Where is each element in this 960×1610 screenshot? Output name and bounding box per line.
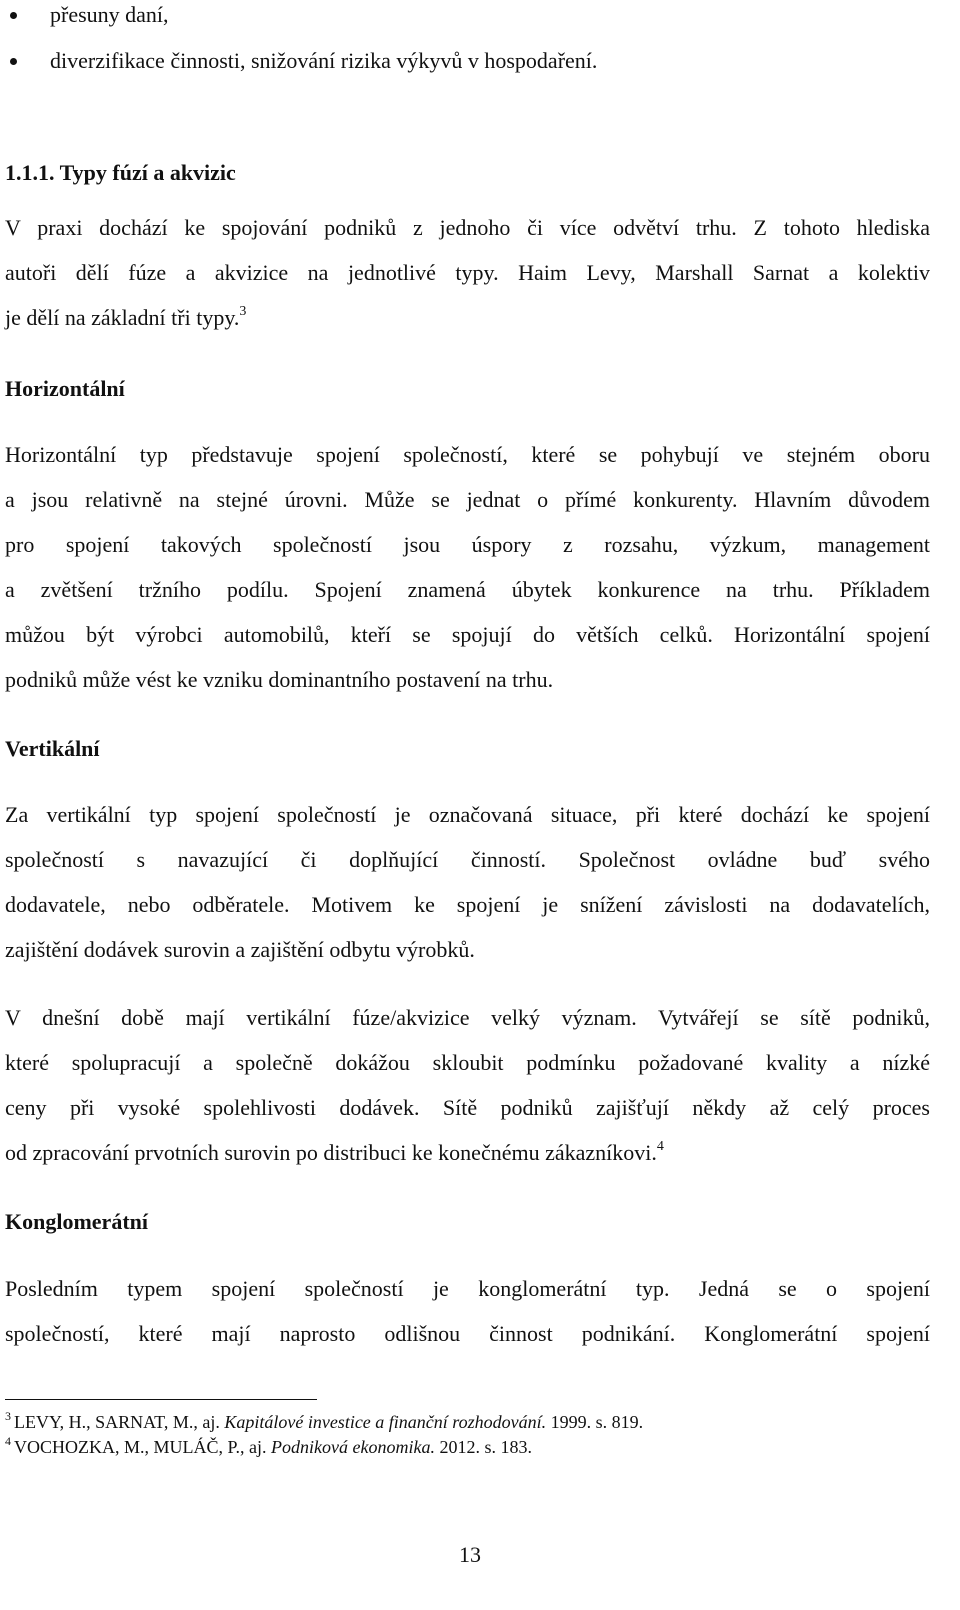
bullet-list: [0, 0, 960, 92]
footnote-number: 4: [5, 1434, 11, 1448]
subheading-conglomerate: Konglomerátní: [5, 1209, 148, 1234]
vertical-paragraph-1: [5, 792, 930, 972]
paragraph-line: [5, 1130, 930, 1175]
bullet-text: diverzifikace činnosti, snižování rizika výkyvů v hospodaření.: [50, 48, 598, 73]
footnote-details: 1999. s. 819.: [550, 1412, 644, 1432]
paragraph-line: Posledním typem spojení společností je konglomerátní typ. Jedná se o spojení: [5, 1276, 930, 1301]
paragraph-line: pro spojení takových společností jsou úspory z rozsahu, výzkum, management: [5, 532, 930, 557]
paragraph-line: V dnešní době mají vertikální fúze/akvizice velký význam. Vytvářejí se sítě podniků,: [5, 1005, 930, 1030]
paragraph-line: autoři dělí fúze a akvizice na jednotlivé typy. Haim Levy, Marshall Sarnat a kolektiv: [5, 260, 930, 285]
paragraph-line: ceny při vysoké spolehlivosti dodávek. Sítě podniků zajišťují někdy až celý proces: [5, 1095, 930, 1120]
footnote-authors: VOCHOZKA, M., MULÁČ, P., aj.: [14, 1437, 267, 1457]
paragraph-line: a zvětšení tržního podílu. Spojení znamená úbytek konkurence na trhu. Příkladem: [5, 577, 930, 602]
list-item: [0, 46, 960, 92]
footnote-details: 2012. s. 183.: [439, 1437, 532, 1457]
intro-paragraph: [5, 205, 930, 340]
footnote-divider: [5, 1399, 317, 1400]
footnote-title: Podniková ekonomika.: [271, 1437, 435, 1457]
footnote-item: [5, 1435, 930, 1460]
paragraph-line-text: od zpracování prvotních surovin po distribuci ke konečnému zákazníkovi.: [5, 1140, 657, 1165]
paragraph-line: Za vertikální typ spojení společností je označovaná situace, při které dochází ke spojení: [5, 802, 930, 827]
footnote-item: [5, 1410, 930, 1435]
footnote-ref: 3: [239, 304, 247, 319]
paragraph-line: můžou být výrobci automobilů, kteří se spojují do větších celků. Horizontální spojení: [5, 622, 930, 647]
paragraph-line: dodavatele, nebo odběratele. Motivem ke spojení je snížení závislosti na dodavatelích,: [5, 892, 930, 917]
paragraph-line: [5, 295, 930, 340]
footnote-authors: LEVY, H., SARNAT, M., aj.: [14, 1412, 220, 1432]
bullet-text: přesuny daní,: [50, 2, 169, 27]
paragraph-line: zajištění dodávek surovin a zajištění odbytu výrobků.: [5, 937, 475, 962]
footnotes: [5, 1410, 930, 1460]
subheading-vertical: Vertikální: [5, 736, 100, 761]
footnote-ref: 4: [656, 1139, 664, 1154]
paragraph-line: které spolupracují a společně dokážou skloubit podmínku požadované kvality a nízké: [5, 1050, 930, 1075]
paragraph-line: podniků může vést ke vzniku dominantního postavení na trhu.: [5, 667, 554, 692]
page-number: 13: [459, 1542, 481, 1567]
paragraph-line: společností s navazující či doplňující činností. Společnost ovládne buď svého: [5, 847, 930, 872]
paragraph-line: a jsou relativně na stejné úrovni. Může se jednat o přímé konkurenty. Hlavním důvodem: [5, 487, 930, 512]
subheading-horizontal: Horizontální: [5, 376, 125, 401]
paragraph-line: Horizontální typ představuje spojení společností, které se pohybují ve stejném oboru: [5, 442, 930, 467]
conglomerate-paragraph: [5, 1266, 930, 1356]
horizontal-paragraph: [5, 432, 930, 702]
section-heading: 1.1.1. Typy fúzí a akvizic: [5, 160, 236, 185]
bullet-icon: [10, 12, 17, 19]
list-item: [0, 0, 960, 46]
paragraph-line: V praxi dochází ke spojování podniků z jednoho či více odvětví trhu. Z tohoto hlediska: [5, 215, 930, 240]
footnote-title: Kapitálové investice a finanční rozhodování.: [224, 1412, 547, 1432]
bullet-icon: [10, 58, 17, 65]
footnote-number: 3: [5, 1409, 11, 1423]
paragraph-line: společností, které mají naprosto odlišnou činnost podnikání. Konglomerátní spojení: [5, 1321, 930, 1346]
paragraph-line-text: je dělí na základní tři typy.: [5, 305, 240, 330]
vertical-paragraph-2: [5, 995, 930, 1175]
